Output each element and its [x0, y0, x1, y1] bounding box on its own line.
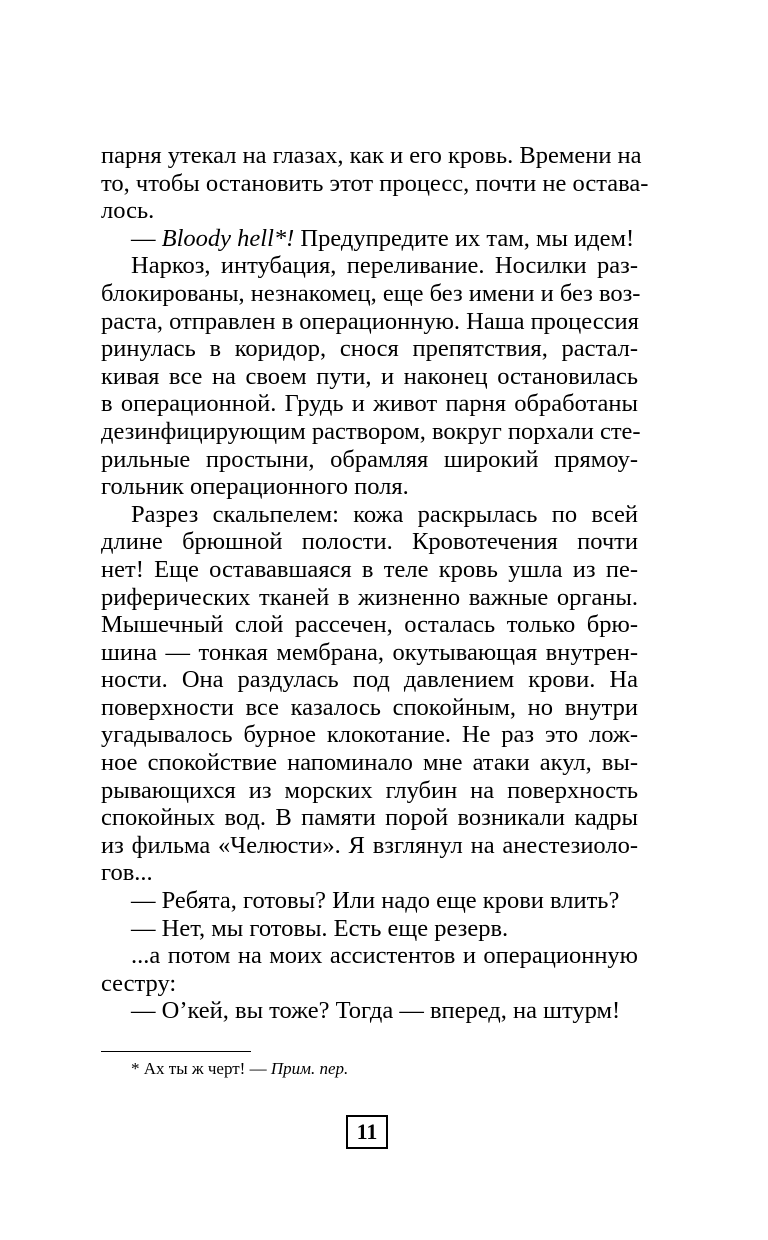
text-line: — Нет, мы готовы. Есть еще резерв.	[131, 914, 509, 942]
text-line: из фильма «Челюсти». Я взглянул на анестезиоло-	[101, 831, 638, 859]
text-line: блокированы, незнакомец, еще без имени и без воз-	[101, 279, 641, 307]
text-line: в операционной. Грудь и живот парня обработаны	[101, 390, 638, 418]
dialogue-line	[101, 225, 638, 253]
text-line: ности. Она раздулась под давлением крови. На	[101, 666, 638, 694]
text-line: рывающихся из морских глубин на поверхность	[101, 776, 638, 804]
text-line: Разрез скальпелем: кожа раскрылась по всей	[131, 500, 638, 528]
text-line: парня утекал на глазах, как и его кровь. Времени на	[101, 142, 642, 169]
text-line: раста, отправлен в операционную. Наша процессия	[101, 307, 639, 335]
text-line: сестру:	[101, 969, 177, 997]
english-phrase: Bloody hell*!	[161, 224, 295, 252]
text-line: ...а потом на моих ассистентов и операционную	[131, 942, 638, 970]
dialogue-rest: Предупредите их там, мы идем!	[294, 224, 635, 252]
text-line: шина — тонкая мембрана, окутывающая внутрен-	[101, 638, 638, 666]
text-line: — Ребята, готовы? Или надо еще крови влить?	[131, 887, 620, 915]
footnote	[131, 1059, 348, 1079]
text-line: Мышечный слой рассечен, осталась только брю-	[101, 611, 638, 639]
text-line: длине брюшной полости. Кровотечения почти	[101, 528, 638, 556]
page-number: 11	[346, 1115, 388, 1149]
text-line: гов...	[101, 859, 153, 887]
text-line: гольник операционного поля.	[101, 473, 409, 501]
text-line: кивая все на своем пути, и наконец остановилась	[101, 362, 638, 390]
text-line: то, чтобы остановить этот процесс, почти не остава-	[101, 169, 649, 197]
text-line: спокойных вод. В памяти порой возникали кадры	[101, 804, 638, 832]
text-line: нет! Еще остававшаяся в теле кровь ушла из пе-	[101, 555, 638, 583]
footnote-divider	[101, 1051, 251, 1052]
text-line: ринулась в коридор, снося препятствия, растал-	[101, 335, 638, 363]
text-line: ное спокойствие напоминало мне атаки акул, вы-	[101, 749, 638, 777]
text-line: дезинфицирующим раствором, вокруг порхали сте-	[101, 417, 641, 445]
text-line: — О’кей, вы тоже? Тогда — вперед, на штурм!	[131, 997, 621, 1025]
text-line: риферических тканей в жизненно важные органы.	[101, 583, 638, 611]
footnote-attribution: Прим. пер.	[270, 1059, 349, 1078]
footnote-text: * Ах ты ж черт! —	[131, 1059, 271, 1078]
text-line: Наркоз, интубация, переливание. Носилки раз-	[131, 252, 638, 280]
dialogue-dash: —	[131, 224, 162, 252]
body-text	[101, 142, 649, 1025]
text-line: рильные простыни, обрамляя широкий прямоу-	[101, 445, 638, 473]
text-line: угадывалось бурное клокотание. Не раз это лож-	[101, 721, 638, 749]
text-line: лось.	[101, 197, 155, 225]
text-line: поверхности все казалось спокойным, но внутри	[101, 693, 638, 721]
